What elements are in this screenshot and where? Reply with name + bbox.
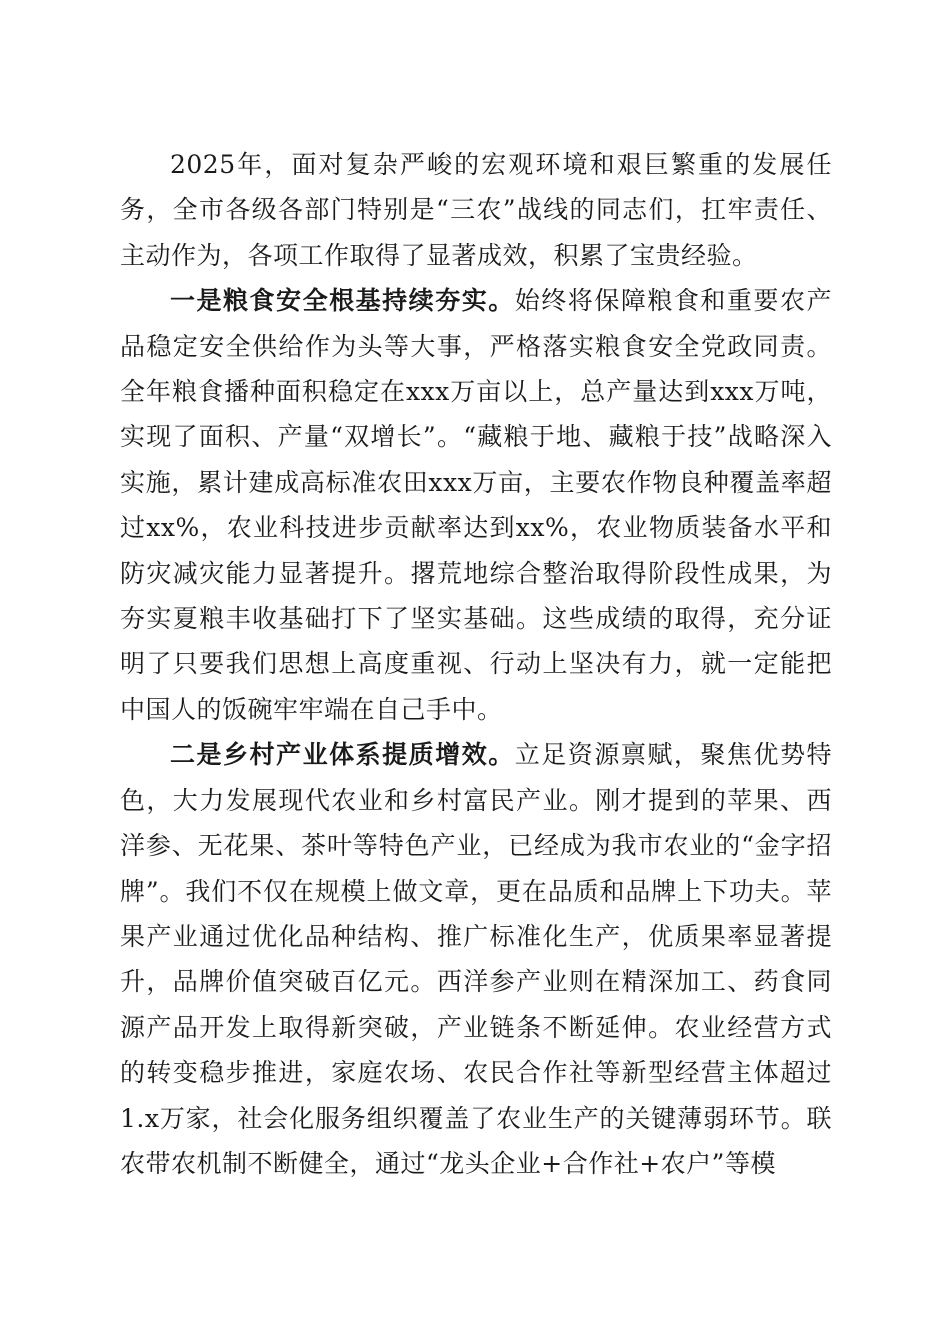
document-body (120, 142, 832, 1186)
paragraph-rural-industry (120, 732, 832, 1186)
paragraph-text: 始终将保障粮食和重要农产品稳定安全供给作为头等大事，严格落实粮食安全党政同责。全年粮食播种面积稳定在xxx万亩以上，总产量达到xxx万吨，实现了面积、产量“双增长”。“藏粮于地、藏粮于技”战略深入实施，累计建成高标准农田xxx万亩，主要农作物良种覆盖率超过xx%，农业科技进步贡献率达到xx%，农业物质装备水平和防灾减灾能力显著提升。撂荒地综合整治取得阶段性成果，为夯实夏粮丰收基础打下了坚实基础。这些成绩的取得，充分证明了只要我们思想上高度重视、行动上坚决有力，就一定能把中国人的饭碗牢牢端在自己手中。 (120, 286, 832, 724)
paragraph-text: 立足资源禀赋，聚焦优势特色，大力发展现代农业和乡村富民产业。刚才提到的苹果、西洋参、无花果、茶叶等特色产业，已经成为我市农业的“金字招牌”。我们不仅在规模上做文章，更在品质和品牌上下功夫。苹果产业通过优化品种结构、推广标准化生产，优质果率显著提升，品牌价值突破百亿元。西洋参产业则在精深加工、药食同源产品开发上取得新突破，产业链条不断延伸。农业经营方式的转变稳步推进，家庭农场、农民合作社等新型经营主体超过1.x万家，社会化服务组织覆盖了农业生产的关键薄弱环节。联农带农机制不断健全，通过“龙头企业+合作社+农户”等模 (120, 740, 832, 1178)
paragraph-lead: 一是粮食安全根基持续夯实。 (170, 286, 515, 316)
paragraph-intro (120, 142, 832, 278)
paragraph-lead: 二是乡村产业体系提质增效。 (170, 740, 515, 770)
paragraph-food-security (120, 278, 832, 732)
paragraph-text: 2025年，面对复杂严峻的宏观环境和艰巨繁重的发展任务，全市各级各部门特别是“三农”战线的同志们，扛牢责任、主动作为，各项工作取得了显著成效，积累了宝贵经验。 (120, 150, 832, 270)
